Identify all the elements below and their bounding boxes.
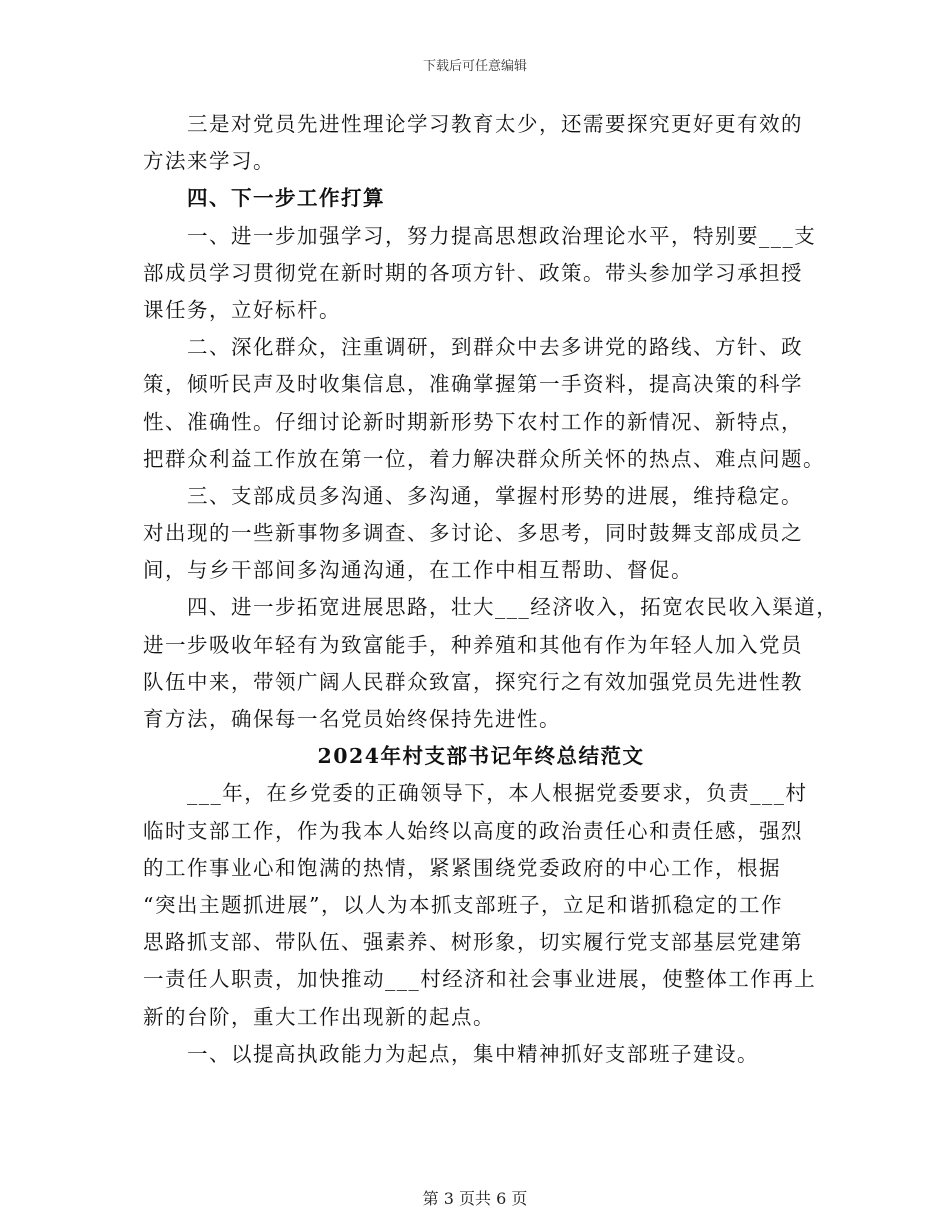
paragraph-line: 一、进一步加强学习，努力提高思想政治理论水平，特别要___支: [187, 223, 817, 248]
paragraph-line: “突出主题抓进展”，以人为本抓支部班子，立足和谐抓稳定的工作: [143, 892, 783, 917]
document-body: [143, 106, 839, 1073]
paragraph-line: 的工作事业心和饱满的热情，紧紧围绕党委政府的中心工作，根据: [143, 855, 781, 880]
page-header: 下载后可任意编辑: [422, 59, 527, 74]
paragraph-line: 进一步吸收年轻有为致富能手，种养殖和其他有作为年轻人加入党员: [143, 632, 803, 657]
paragraph-line: 四、进一步拓宽进展思路，壮大___经济收入，拓宽农民收入渠道，: [187, 595, 839, 620]
paragraph-line: 对出现的一些新事物多调查、多讨论、多思考，同时鼓舞支部成员之: [143, 521, 803, 546]
paragraph-line: ___年，在乡党委的正确领导下，本人根据党委要求，负责___村: [187, 781, 808, 806]
section-heading: 四、下一步工作打算: [187, 186, 385, 211]
paragraph-line: 策，倾听民声及时收集信息，准确掌握第一手资料，提高决策的科学: [143, 372, 803, 397]
paragraph-line: 临时支部工作，作为我本人始终以高度的政治责任心和责任感，强烈: [143, 818, 803, 843]
paragraph-line: 性、准确性。仔细讨论新时期新形势下农村工作的新情况、新特点，: [143, 409, 803, 434]
paragraph-line: 思路抓支部、带队伍、强素养、树形象，切实履行党支部基层党建第: [143, 930, 803, 955]
paragraph-line: 队伍中来，带领广阔人民群众致富，探究行之有效加强党员先进性教: [143, 669, 803, 694]
paragraph-line: 一、以提高执政能力为起点，集中精神抓好支部班子建设。: [187, 1041, 759, 1066]
page-number: 第 3 页共 6 页: [422, 1189, 528, 1208]
document-title: 2024年村支部书记年终总结范文: [317, 744, 645, 769]
paragraph-line: 育方法，确保每一名党员始终保持先进性。: [143, 707, 561, 731]
paragraph-line: 部成员学习贯彻党在新时期的各项方针、政策。带头参加学习承担授: [143, 260, 803, 285]
paragraph-line: 一责任人职责，加快推动___村经济和社会事业进展，使整体工作再上: [143, 967, 817, 992]
paragraph-line: 三是对党员先进性理论学习教育太少，还需要探究更好更有效的: [187, 112, 803, 136]
paragraph-line: 方法来学习。: [143, 149, 275, 174]
paragraph-line: 二、深化群众，注重调研，到群众中去多讲党的路线、方针、政: [187, 335, 803, 360]
paragraph-line: 三、支部成员多沟通、多沟通，掌握村形势的进展，维持稳定。: [187, 483, 803, 508]
paragraph-line: 间，与乡干部间多沟通沟通，在工作中相互帮助、督促。: [143, 558, 693, 583]
paragraph-line: 把群众利益工作放在第一位，着力解决群众所关怀的热点、难点问题。: [143, 446, 825, 471]
paragraph-line: 新的台阶，重大工作出现新的起点。: [143, 1004, 495, 1029]
paragraph-line: 课任务，立好标杆。: [143, 297, 341, 322]
